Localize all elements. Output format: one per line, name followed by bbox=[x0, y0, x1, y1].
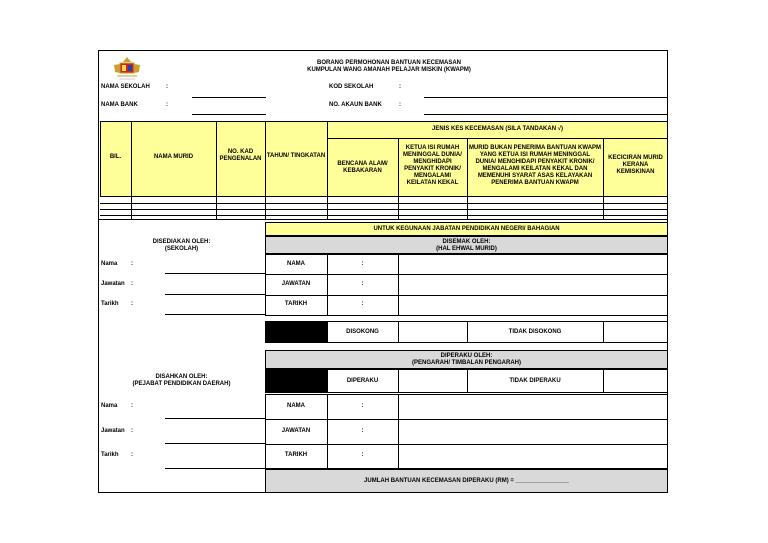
jawatan-field[interactable] bbox=[165, 294, 265, 295]
peraku-nama: NAMA bbox=[287, 403, 305, 409]
jawatan-label: Jawatan bbox=[101, 428, 125, 434]
colon: : bbox=[166, 84, 168, 90]
title-line-1: BORANG PERMOHONAN BANTUAN KECEMASAN bbox=[317, 60, 461, 66]
colon: : bbox=[166, 102, 168, 108]
nama-sekolah-label: NAMA SEKOLAH bbox=[101, 84, 150, 90]
nama-label: Nama bbox=[101, 403, 118, 409]
tarikh-label: Tarikh bbox=[101, 301, 119, 307]
colon: : bbox=[399, 102, 401, 108]
disahkan-label: DISAHKAN OLEH: (PEJABAT PENDIDIKAN DAERAH) bbox=[132, 374, 231, 387]
title-line-2: KUMPULAN WANG AMANAH PELAJAR MISKIN (KWAPM) bbox=[307, 67, 471, 73]
peraku-tarikh: TARIKH bbox=[284, 452, 308, 458]
peraku-nama-value[interactable] bbox=[399, 395, 667, 419]
colon: : bbox=[361, 281, 364, 287]
col-tahun: TAHUN/ TINGKATAN bbox=[266, 153, 326, 159]
col-bukan-penerima: MURID BUKAN PENERIMA BANTUAN KWAPM YANG KETUA ISI RUMAH MENINGGAL DUNIA/ MENGHIDAPI PENYAKIT KRONIK/ MENGALAMI KEILATAN KEKAL DAN MEMENUHI SYARAT ASAS KELAYAKAN PENERIMA BANTUAN KWAPM bbox=[468, 145, 602, 186]
peraku-jawatan-value[interactable] bbox=[399, 420, 667, 444]
diperaku-oleh-label: DIPERAKU OLEH: (PENGARAH/ TIMBALAN PENGARAH) bbox=[412, 353, 521, 366]
jawatan-label: Jawatan bbox=[101, 281, 125, 287]
nama-label: Nama bbox=[101, 261, 118, 267]
colon: : bbox=[131, 281, 133, 287]
colon: : bbox=[361, 428, 364, 434]
peraku-tarikh-value[interactable] bbox=[399, 445, 667, 468]
col-bencana: BENCANA ALAM/ KEBAKARAN bbox=[337, 161, 388, 174]
no-akaun-field[interactable] bbox=[424, 114, 667, 115]
colon: : bbox=[361, 452, 364, 458]
no-akaun-label: NO. AKAUN BANK bbox=[329, 102, 382, 108]
semak-jawatan: JAWATAN bbox=[281, 281, 311, 287]
col-keciciran: KECICIRAN MURID KERANA KEMISKINAN bbox=[608, 155, 663, 175]
diperaku-checkbox[interactable] bbox=[265, 369, 327, 393]
tidak-disokong-label: TIDAK DISOKONG bbox=[508, 329, 562, 335]
colon: : bbox=[131, 261, 133, 267]
nama-field[interactable] bbox=[165, 418, 265, 419]
kod-sekolah-field[interactable] bbox=[424, 97, 667, 98]
tidak-disokong-checkbox[interactable] bbox=[399, 322, 466, 342]
jumlah-band bbox=[265, 469, 668, 493]
semak-tarikh-value[interactable] bbox=[399, 296, 667, 315]
colon: : bbox=[361, 403, 364, 409]
disediakan-label: DISEDIAKAN OLEH: (SEKOLAH) bbox=[152, 239, 211, 252]
colon: : bbox=[399, 84, 401, 90]
colon: : bbox=[131, 403, 133, 409]
peraku-jawatan: JAWATAN bbox=[281, 428, 311, 434]
jenis-kes-header: JENIS KES KECEMASAN (SILA TANDAKAN √) bbox=[432, 126, 563, 132]
tarikh-label: Tarikh bbox=[101, 452, 119, 458]
semak-jawatan-value[interactable] bbox=[399, 275, 667, 295]
col-ketua-isi-rumah: KETUA ISI RUMAH MENINGGAL DUNIA/ MENGHIDAPI PENYAKIT KRONIK/ MENGALAMI KEILATAN KEKAL bbox=[403, 145, 462, 186]
form-title bbox=[249, 60, 529, 74]
colon: : bbox=[131, 301, 133, 307]
colon: : bbox=[131, 428, 133, 434]
kod-sekolah-label: KOD SEKOLAH bbox=[329, 84, 374, 90]
crest-logo bbox=[111, 55, 143, 81]
tarikh-field[interactable] bbox=[165, 314, 265, 315]
diperaku-label: DIPERAKU bbox=[346, 378, 379, 384]
jumlah-label: JUMLAH BANTUAN KECEMASAN DIPERAKU (RM) = ________________ bbox=[364, 477, 569, 484]
kwapm-form bbox=[98, 50, 668, 493]
disemak-label: DISEMAK OLEH: (HAL EHWAL MURID) bbox=[436, 239, 497, 252]
nama-field[interactable] bbox=[165, 273, 265, 274]
semak-nama: NAMA bbox=[287, 261, 305, 267]
kegunaan-label: UNTUK KEGUNAAN JABATAN PENDIDIKAN NEGERI/ BAHAGIAN bbox=[373, 225, 560, 232]
colon: : bbox=[361, 261, 364, 267]
colon: : bbox=[361, 301, 364, 307]
nama-bank-field[interactable] bbox=[192, 114, 266, 115]
semak-tarikh: TARIKH bbox=[284, 301, 308, 307]
table-rows[interactable] bbox=[100, 197, 668, 219]
semak-nama-value[interactable] bbox=[399, 255, 667, 274]
tarikh-field[interactable] bbox=[165, 468, 265, 469]
jawatan-field[interactable] bbox=[165, 443, 265, 444]
disokong-checkbox[interactable] bbox=[265, 321, 327, 343]
kegunaan-banner bbox=[265, 222, 668, 236]
col-nama-murid: NAMA MURID bbox=[153, 154, 194, 160]
disokong-label: DISOKONG bbox=[346, 329, 379, 335]
nama-bank-label: NAMA BANK bbox=[101, 102, 138, 108]
tidak-diperaku-label: TIDAK DIPERAKU bbox=[509, 378, 561, 384]
nama-sekolah-field[interactable] bbox=[192, 97, 266, 98]
colon: : bbox=[131, 452, 133, 458]
col-bil: BIL. bbox=[109, 154, 122, 160]
tidak-diperaku-checkbox[interactable] bbox=[399, 370, 466, 392]
col-no-kad: NO. KAD PENGENALAN bbox=[219, 149, 262, 162]
